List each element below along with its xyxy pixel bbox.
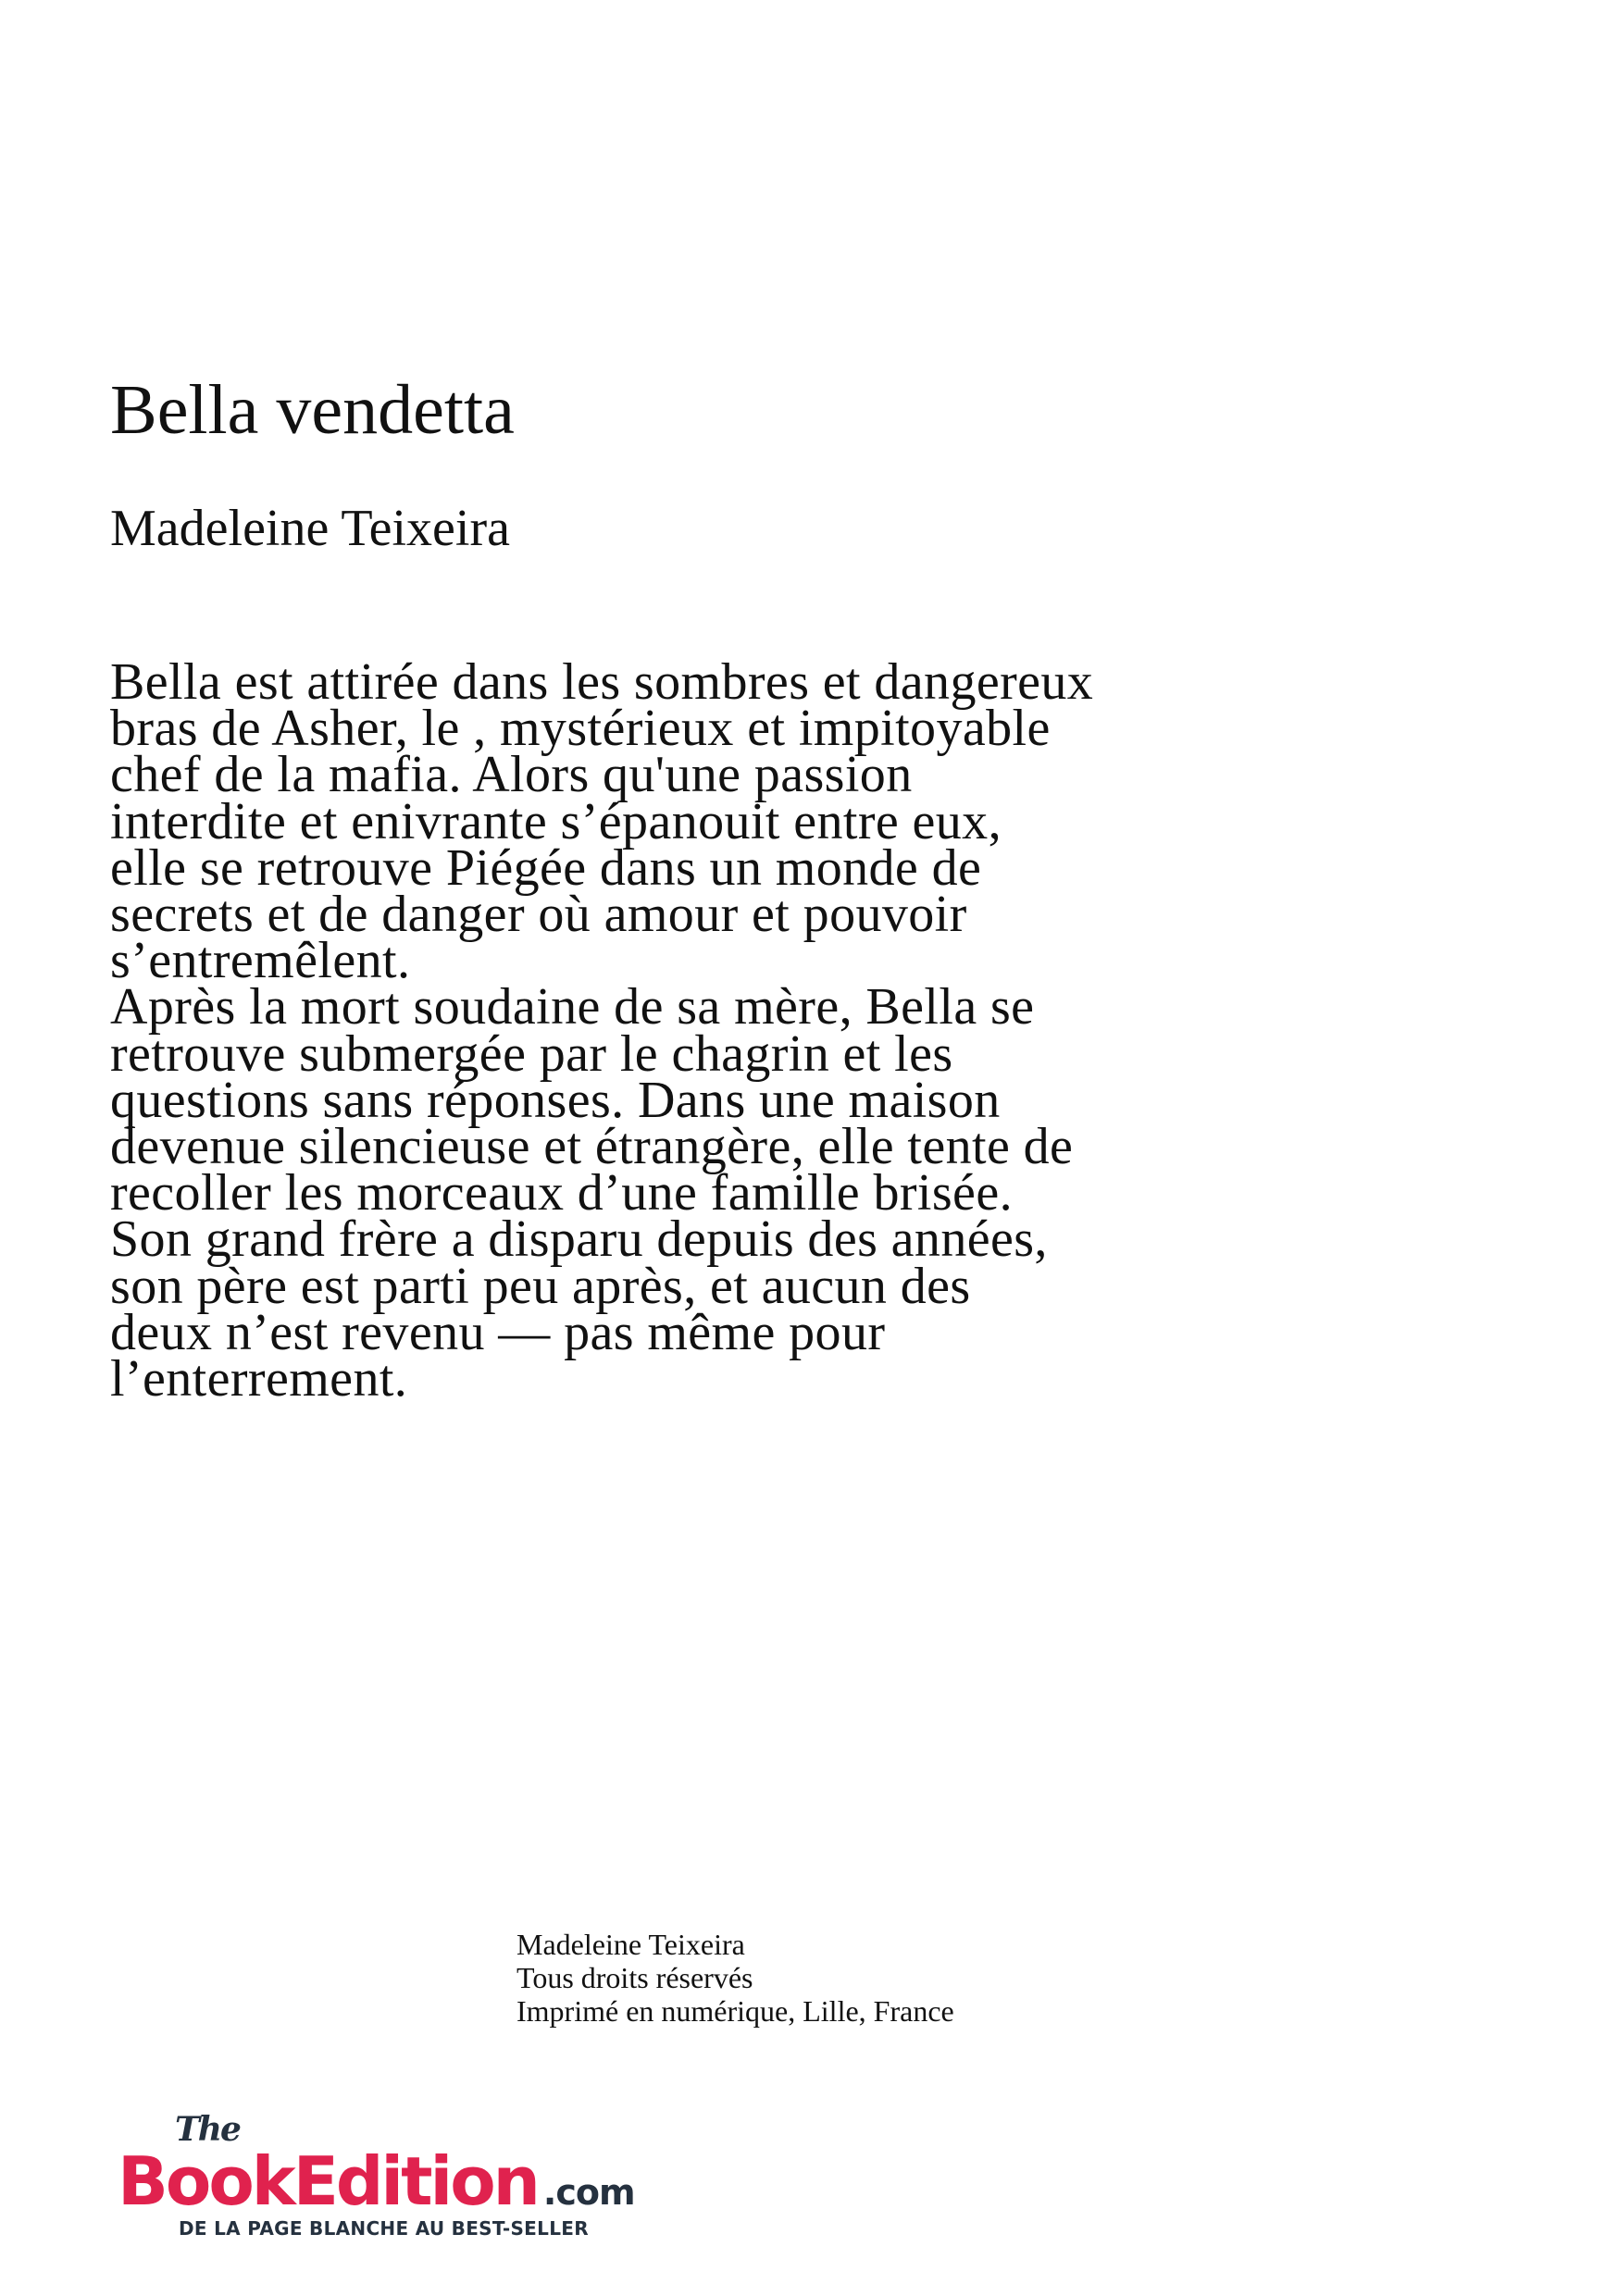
summary-line: l’enterrement. [110,1350,408,1409]
summary-line: deux n’est revenu — pas même pour [110,1303,886,1361]
imprint-rights: Tous droits réservés [517,1961,753,1994]
summary-line: retrouve submergée par le chagrin et les [110,1024,953,1083]
summary-line: chef de la mafia. Alors qu'une passion [110,746,913,804]
summary-line: son père est parti peu après, et aucun des [110,1257,971,1315]
summary-line: questions sans réponses. Dans une maison [110,1071,1001,1129]
summary-line: Après la mort soudaine de sa mère, Bella se [110,978,1035,1036]
thebookedition-logo [118,2112,635,2240]
summary-line: secrets et de danger où amour et pouvoir [110,886,967,944]
summary-line: interdite et enivrante s’épanouit entre eux, [110,792,1002,850]
imprint-author: Madeleine Teixeira [517,1928,745,1961]
book-title: Bella vendetta [110,371,515,449]
summary-line: Bella est attirée dans les sombres et dangereux [110,653,1094,711]
imprint-printed: Imprimé en numérique, Lille, France [517,1994,954,2028]
summary-line: devenue silencieuse et étrangère, elle tente de [110,1118,1074,1176]
summary-line: s’entremêlent. [110,932,411,990]
summary-line: recoller les morceaux d’une famille brisée. [110,1164,1013,1222]
summary-line: elle se retrouve Piégée dans un monde de [110,838,982,897]
summary [110,653,1094,1409]
logo-wordmark [118,2142,635,2220]
summary-line: bras de Asher, le , mystérieux et impitoyable [110,700,1051,758]
imprint [517,1928,954,2028]
book-author: Madeleine Teixeira [110,500,510,557]
logo-domain: .com [542,2172,635,2213]
summary-line: Son grand frère a disparu depuis des années, [110,1210,1048,1269]
logo-the: The [175,2110,240,2149]
logo-tagline: DE LA PAGE BLANCHE AU BEST-SELLER [179,2217,589,2240]
logo-name: BookEdition [118,2142,538,2220]
